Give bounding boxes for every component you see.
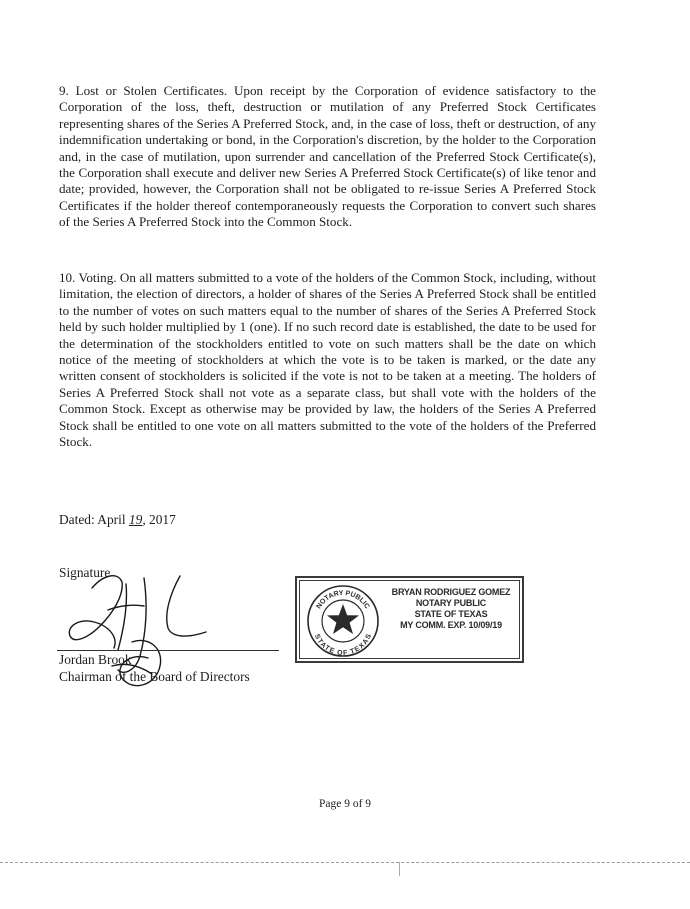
page-number: Page 9 of 9 [318,798,372,810]
dated-day-handwritten: 19 [128,512,143,527]
notary-name: BRYAN RODRIGUEZ GOMEZ [391,587,511,597]
dated-prefix: Dated: April [59,512,129,527]
dated-suffix: , 2017 [142,512,176,527]
dated-line [59,512,176,528]
signature-line [57,650,279,651]
section-9-lost-stolen-certificates: 9. Lost or Stolen Certificates. Upon receipt by the Corporation of evidence satisfactory to the Corporation of the loss, theft, destruction or mutilation of any Preferred Stock Certificates representing shares of the Series A Preferred Stock, and, in the case of loss, theft or destruction, of any indemnification undertaking or bond, in the Corporation's discretion, by the holder to the Corporation and, in the case of mutilation, upon surrender and cancellation of the Preferred Stock Certificate(s), the Corporation shall execute and deliver new Series A Preferred Stock Certificate(s) of like tenor and date; provided, however, the Corporation shall not be obligated to re-issue Series A Preferred Stock Certificates if the holder thereof contemporaneously requests the Corporation to convert such shares of the Series A Preferred Stock into the Common Stock. [59,83,596,230]
scan-edge-line [0,862,690,863]
notary-title: NOTARY PUBLIC [415,598,487,608]
seal-bottom-text: STATE OF TEXAS [312,633,374,658]
notary-state: STATE OF TEXAS [414,609,488,619]
section-10-voting: 10. Voting. On all matters submitted to a vote of the holders of the Common Stock, including, without limitation, the election of directors, a holder of shares of the Series A Preferred Stock shall be entitled to the number of votes on such matters equal to the number of shares of the Series A Preferred Stock held by such holder multiplied by 1 (one). If no such record date is established, the date to be used for the determination of the stockholders entitled to vote on such matters shall be the date on which notice of the meeting of stockholders at which the vote is to be taken is marked, or the date any written consent of stockholders is solicited if the vote is not to be taken at a meeting. The holders of Series A Preferred Stock shall not vote as a separate class, but shall vote with the holders of the Common Stock. Except as otherwise may be provided by law, the holders of the Series A Preferred Stock shall be entitled to one vote on all matters submitted to the vote of the holders of the Preferred Stock. [59,270,596,450]
signer-title: Chairman of the Board of Directors [59,669,250,684]
scan-edge-tick [399,862,400,876]
seal-top-text: NOTARY PUBLIC [315,589,371,611]
signer-name: Jordan Brook [59,652,132,667]
svg-text:STATE OF TEXAS [313,633,373,657]
notary-stamp [295,576,526,665]
notary-commission-expiry: MY COMM. EXP. 10/09/19 [400,620,502,630]
signature-label: Signature [59,565,111,580]
notary-seal-star-icon [303,581,383,661]
